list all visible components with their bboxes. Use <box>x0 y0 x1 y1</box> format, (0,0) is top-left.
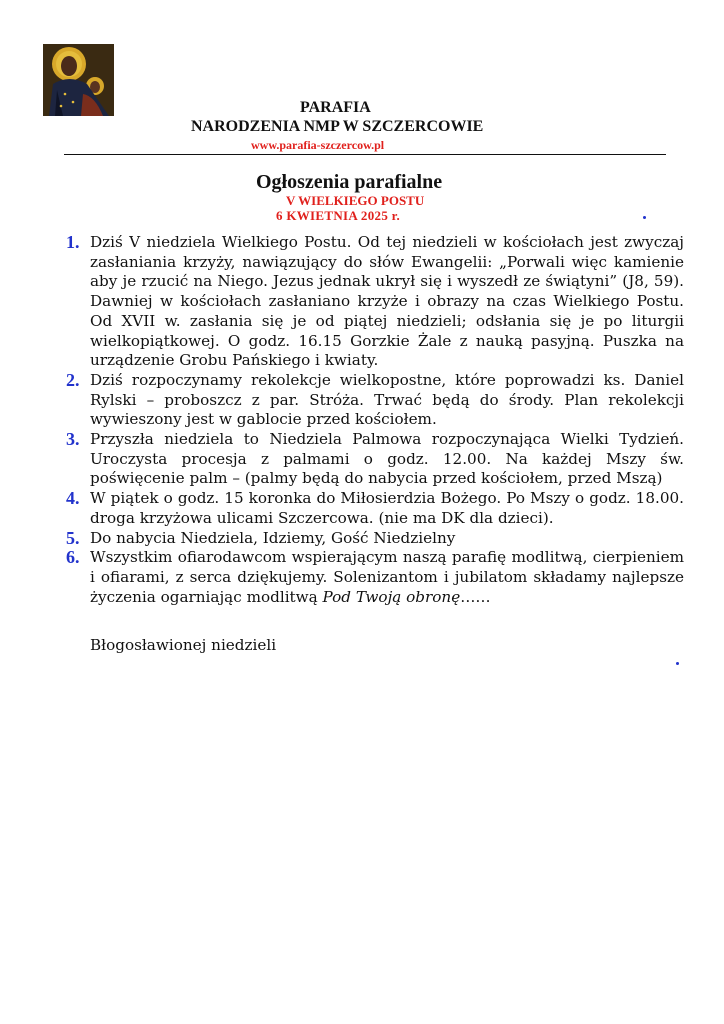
madonna-icon <box>43 44 114 116</box>
item-text: Dziś V niedziela Wielkiego Postu. Od tej niedzieli w kościołach jest zwyczaj zasłaniania krzyży, nawiązujący do słów Ewangelii: „Porwali więc kamienie aby je rzucić na Niego. Jezus jednak ukrył się i wyszedł ze świątyni” (J8, 59). Dawniej w kościołach zasłaniano krzyże i obrazy na czas Wielkiego Postu. Od XVII w. zasłania się je od piątej niedzieli; odsłania się je po liturgii wielkopiątkowej. O godz. 16.15 Gorzkie Żale z nauką pasyjną. Puszka na urządzenie Grobu Pańskiego i kwiaty. <box>90 233 684 370</box>
header-divider <box>64 154 666 155</box>
item-text: Dziś rozpoczynamy rekolekcje wielkopostne, które poprowadzi ks. Daniel Rylski – proboszcz z par. Stróża. Trwać będą do środy. Plan rekolekcji wywieszony jest w gablocie przed kościołem. <box>90 370 684 429</box>
item-number: 2. <box>66 369 80 390</box>
announcement-date: 6 KWIETNIA 2025 r. <box>276 208 401 223</box>
item-number: 4. <box>66 488 80 509</box>
parish-name-line2: NARODZENIA NMP W SZCZERCOWIE <box>191 118 484 135</box>
prayer-title: Pod Twoją obronę <box>322 587 461 606</box>
item-number: 5. <box>66 527 80 548</box>
parish-name-line1: PARAFIA <box>300 99 371 116</box>
list-item <box>66 489 684 528</box>
announcement-subtitle: V WIELKIEGO POSTU <box>286 193 425 208</box>
item-text-part: Wszystkim ofiarodawcom wspierającym naszą parafię modlitwą, cierpieniem i ofiarami, z serca dziękujemy. Solenizantom i jubilatom składamy najlepsze życzenia ogarniając modlitwą <box>90 548 684 606</box>
list-item <box>66 548 684 607</box>
item-text: W piątek o godz. 15 koronka do Miłosierdzia Bożego. Po Mszy o godz. 18.00. droga krzyżowa ulicami Szczercowa. (nie ma DK dla dzieci). <box>90 489 684 527</box>
item-number: 1. <box>66 232 80 252</box>
item-text <box>90 548 684 607</box>
item-number: 6. <box>66 547 80 568</box>
list-item <box>66 233 684 371</box>
announcement-title: Ogłoszenia parafialne <box>256 171 443 193</box>
item-text-ellipsis: …… <box>460 587 491 606</box>
list-item <box>66 371 684 430</box>
decorative-dot <box>676 662 679 665</box>
item-number: 3. <box>66 429 80 450</box>
list-item <box>66 430 684 489</box>
list-item <box>66 529 684 549</box>
item-text: Do nabycia Niedziela, Idziemy, Gość Niedzielny <box>90 528 456 547</box>
parish-website-link[interactable]: www.parafia-szczercow.pl <box>251 138 385 152</box>
item-text: Przyszła niedziela to Niedziela Palmowa rozpoczynająca Wielki Tydzień. Uroczysta procesja z palmami o godz. 12.00. Na każdej Mszy św. poświęcenie palm – (palmy będą do nabycia przed kościołem, przed Mszą) <box>90 430 684 488</box>
announcement-list <box>66 233 684 607</box>
closing-blessing: Błogosławionej niedzieli <box>90 636 277 654</box>
decorative-dot <box>643 216 646 219</box>
